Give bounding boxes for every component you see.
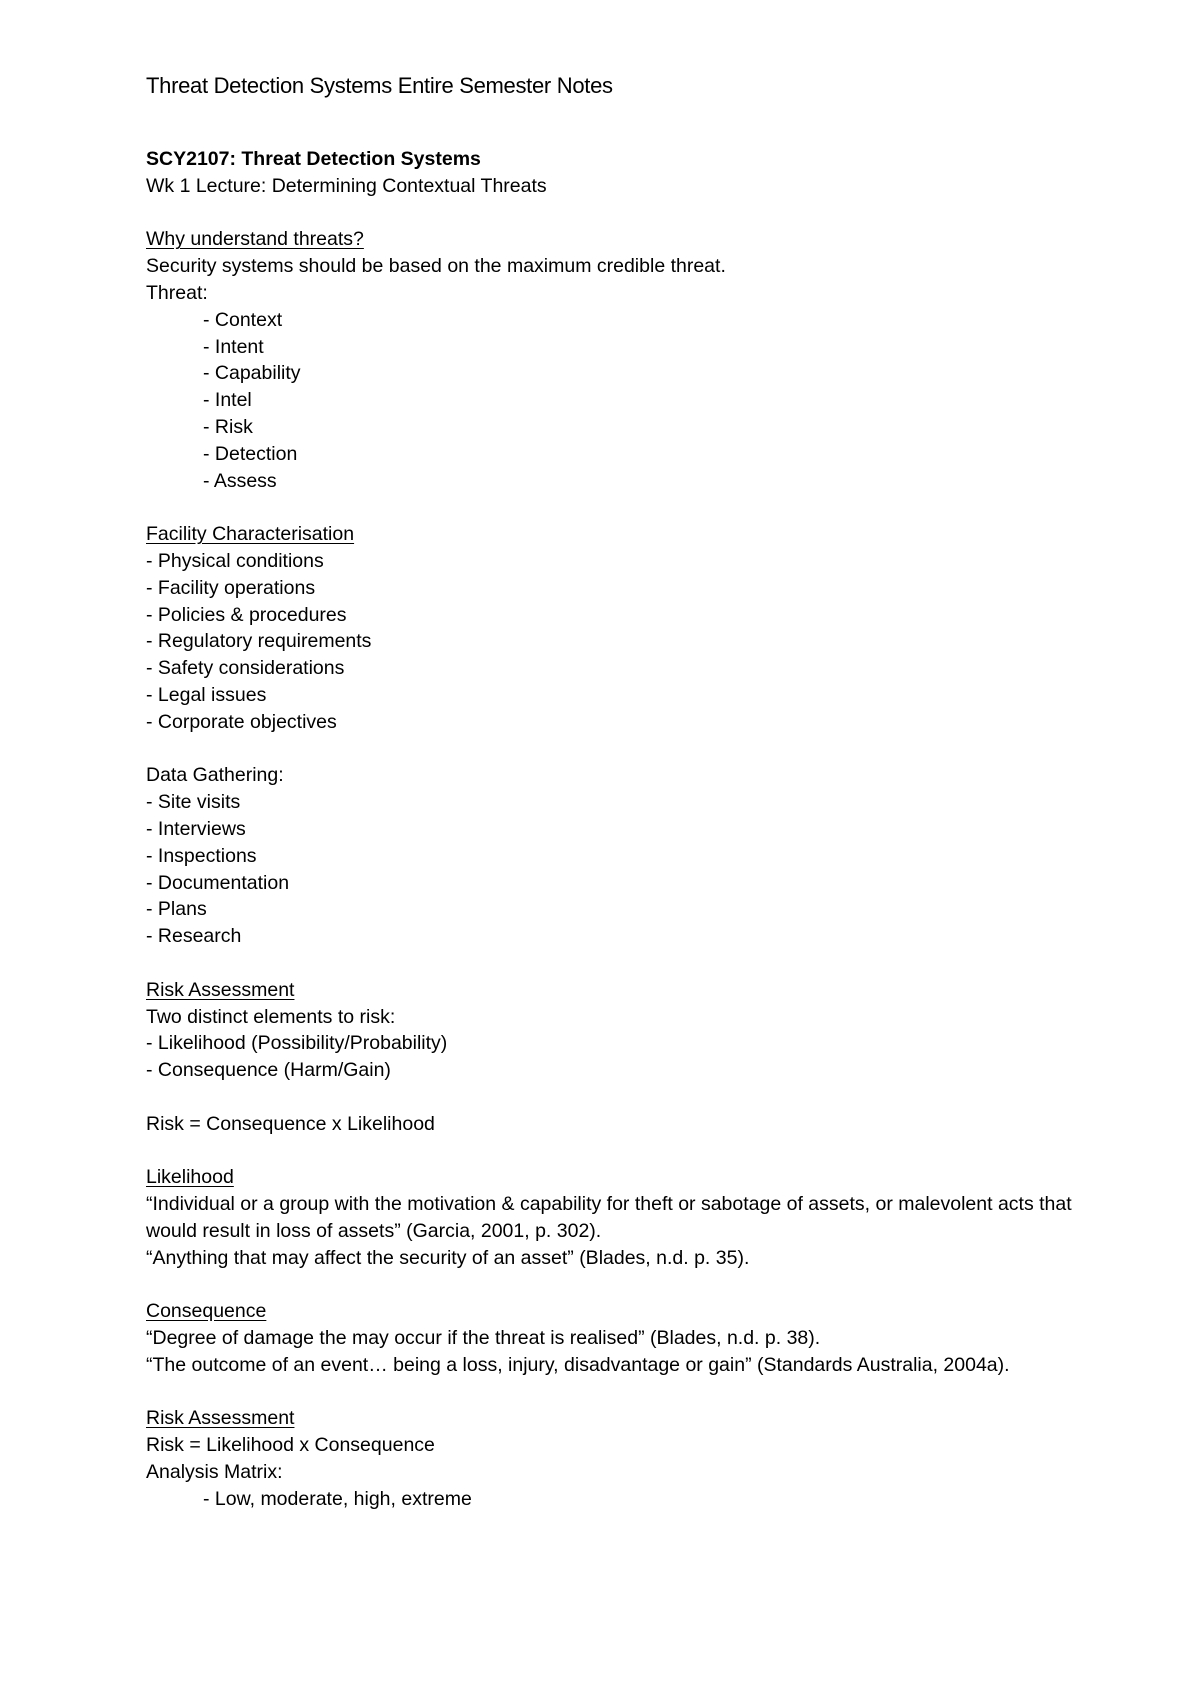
list-item: - Research	[146, 925, 242, 948]
threat-label: Threat:	[146, 281, 208, 304]
consequence-quote: “The outcome of an event… being a loss, injury, disadvantage or gain” (Standards Australia, 2004a).	[146, 1353, 1010, 1376]
section-heading-data-gathering: Data Gathering:	[146, 764, 284, 787]
spacer	[146, 950, 1106, 977]
list-item: - Likelihood (Possibility/Probability)	[146, 1032, 448, 1055]
list-item: - Assess	[203, 469, 277, 492]
page-header: Threat Detection Systems Entire Semester Notes	[146, 73, 613, 98]
list-item: - Consequence (Harm/Gain)	[146, 1059, 391, 1082]
spacer	[146, 736, 1106, 763]
list-item: - Intel	[203, 389, 252, 412]
list-item: - Safety considerations	[146, 657, 345, 680]
spacer	[146, 200, 1106, 227]
list-item: - Inspections	[146, 844, 257, 867]
spacer	[146, 494, 1106, 521]
why-statement: Security systems should be based on the maximum credible threat.	[146, 255, 726, 278]
lecture-title: Wk 1 Lecture: Determining Contextual Threats	[146, 174, 547, 197]
list-item: - Context	[203, 308, 283, 331]
document-body	[146, 146, 1106, 1513]
list-item: - Low, moderate, high, extreme	[203, 1487, 472, 1510]
list-item: - Detection	[203, 442, 298, 465]
list-item: - Site visits	[146, 791, 241, 814]
list-item: - Interviews	[146, 817, 246, 840]
list-item: - Regulatory requirements	[146, 630, 372, 653]
spacer	[146, 1379, 1106, 1406]
section-heading-likelihood: Likelihood	[146, 1166, 234, 1189]
risk-formula: Risk = Likelihood x Consequence	[146, 1434, 435, 1457]
risk-intro: Two distinct elements to risk:	[146, 1005, 396, 1028]
list-item: - Documentation	[146, 871, 290, 894]
spacer	[146, 1084, 1106, 1111]
list-item: - Plans	[146, 898, 207, 921]
section-heading-facility: Facility Characterisation	[146, 523, 355, 546]
list-item: - Capability	[203, 362, 301, 385]
section-heading-risk-assessment: Risk Assessment	[146, 978, 295, 1001]
list-item: - Risk	[203, 415, 253, 438]
course-title: SCY2107: Threat Detection Systems	[146, 148, 481, 170]
section-heading-why: Why understand threats?	[146, 228, 364, 251]
risk-formula: Risk = Consequence x Likelihood	[146, 1112, 435, 1135]
section-heading-consequence: Consequence	[146, 1300, 267, 1323]
list-item: - Physical conditions	[146, 549, 324, 572]
list-item: - Legal issues	[146, 683, 267, 706]
matrix-label: Analysis Matrix:	[146, 1461, 283, 1484]
section-heading-risk-assessment: Risk Assessment	[146, 1407, 295, 1430]
likelihood-quote: “Individual or a group with the motivation & capability for theft or sabotage of assets, or malevolent acts that would result in loss of assets” (Garcia, 2001, p. 302).	[146, 1193, 1072, 1242]
likelihood-quote: “Anything that may affect the security of an asset” (Blades, n.d. p. 35).	[146, 1246, 750, 1269]
list-item: - Facility operations	[146, 576, 316, 599]
list-item: - Policies & procedures	[146, 603, 347, 626]
consequence-quote: “Degree of damage the may occur if the threat is realised” (Blades, n.d. p. 38).	[146, 1327, 821, 1350]
spacer	[146, 1271, 1106, 1298]
list-item: - Corporate objectives	[146, 710, 337, 733]
spacer	[146, 1137, 1106, 1164]
list-item: - Intent	[203, 335, 264, 358]
